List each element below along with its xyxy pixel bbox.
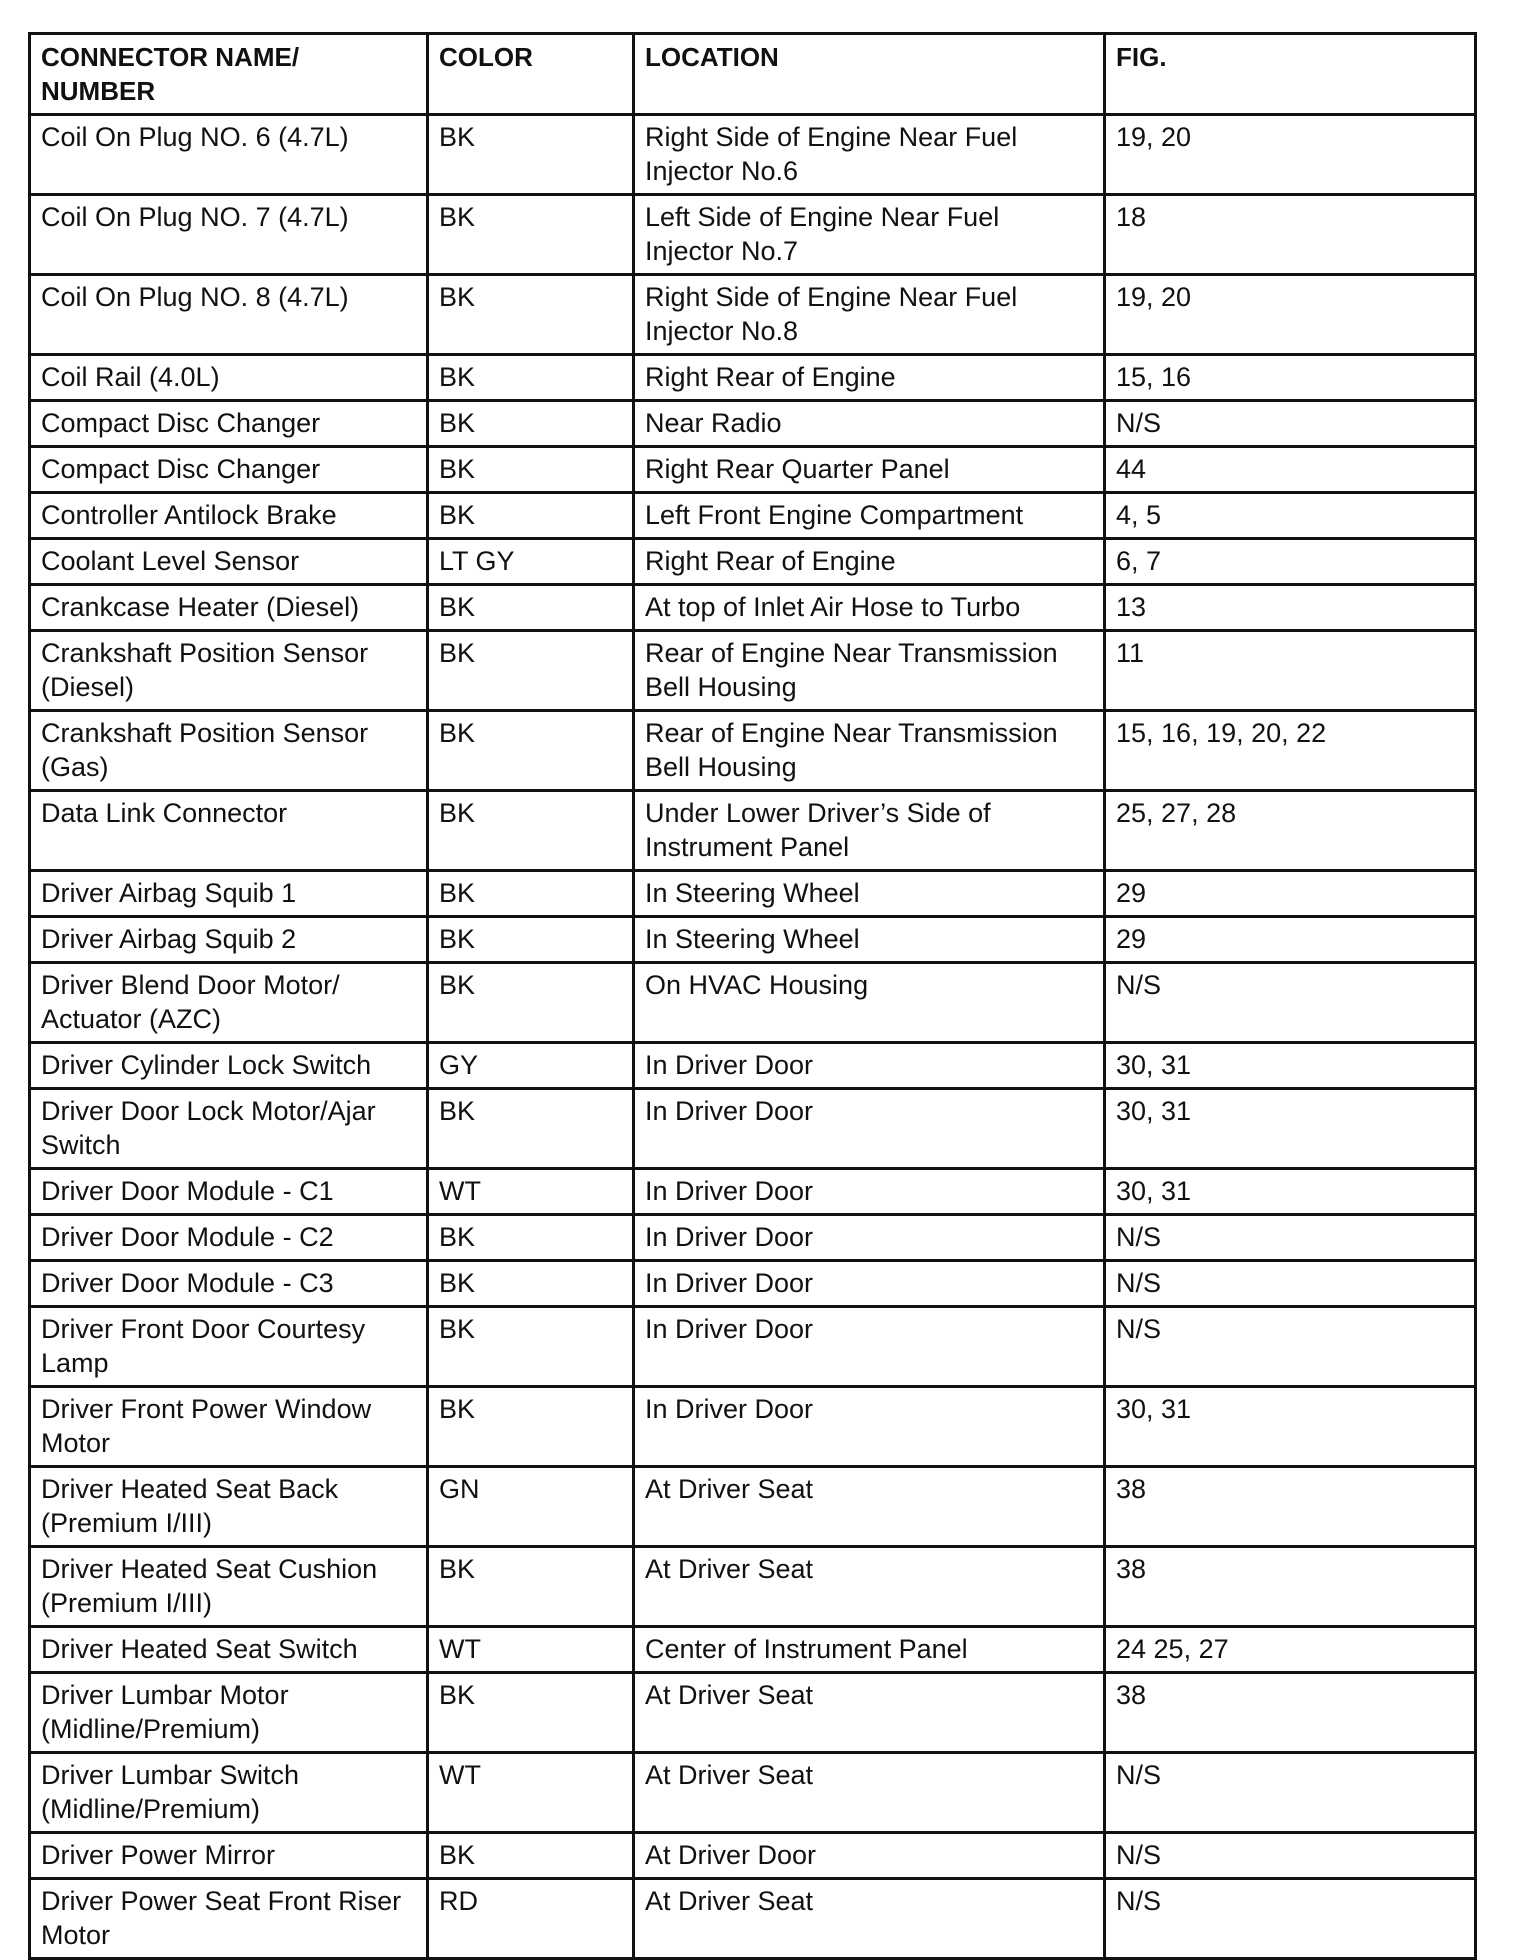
cell-connector-name: Crankshaft Position Sensor (Diesel) [30, 631, 428, 711]
cell-fig: 19, 20 [1105, 275, 1476, 355]
cell-fig: 30, 31 [1105, 1387, 1476, 1467]
cell-fig: 38 [1105, 1673, 1476, 1753]
cell-connector-name: Controller Antilock Brake [30, 493, 428, 539]
cell-location: At Driver Seat [634, 1467, 1105, 1547]
cell-color: BK [428, 1673, 634, 1753]
cell-location: Left Front Engine Compartment [634, 493, 1105, 539]
cell-location: In Driver Door [634, 1043, 1105, 1089]
cell-location: At top of Inlet Air Hose to Turbo [634, 585, 1105, 631]
cell-color: WT [428, 1753, 634, 1833]
cell-connector-name: Driver Lumbar Switch (Midline/Premium) [30, 1753, 428, 1833]
cell-fig: 38 [1105, 1467, 1476, 1547]
header-connector-name: CONNECTOR NAME/ NUMBER [30, 34, 428, 115]
cell-location: Left Side of Engine Near Fuel Injector No.7 [634, 195, 1105, 275]
cell-connector-name: Driver Door Module - C1 [30, 1169, 428, 1215]
cell-connector-name: Coil On Plug NO. 8 (4.7L) [30, 275, 428, 355]
cell-color: BK [428, 1387, 634, 1467]
cell-connector-name: Compact Disc Changer [30, 447, 428, 493]
cell-fig: N/S [1105, 1753, 1476, 1833]
cell-connector-name: Data Link Connector [30, 791, 428, 871]
cell-color: BK [428, 275, 634, 355]
table-row [30, 1627, 1476, 1673]
cell-fig: 30, 31 [1105, 1043, 1476, 1089]
cell-color: BK [428, 871, 634, 917]
cell-fig: 30, 31 [1105, 1169, 1476, 1215]
cell-location: In Driver Door [634, 1261, 1105, 1307]
table-row [30, 963, 1476, 1043]
cell-location: Right Rear Quarter Panel [634, 447, 1105, 493]
table-row [30, 631, 1476, 711]
cell-fig: 13 [1105, 585, 1476, 631]
table-body [30, 115, 1476, 1959]
table-row [30, 401, 1476, 447]
cell-connector-name: Compact Disc Changer [30, 401, 428, 447]
cell-fig: N/S [1105, 401, 1476, 447]
cell-color: BK [428, 1215, 634, 1261]
cell-location: Right Side of Engine Near Fuel Injector No.6 [634, 115, 1105, 195]
table-row [30, 871, 1476, 917]
cell-fig: 15, 16, 19, 20, 22 [1105, 711, 1476, 791]
cell-color: BK [428, 585, 634, 631]
cell-connector-name: Driver Door Module - C3 [30, 1261, 428, 1307]
cell-location: In Driver Door [634, 1169, 1105, 1215]
cell-location: Right Rear of Engine [634, 355, 1105, 401]
cell-location: In Steering Wheel [634, 917, 1105, 963]
cell-connector-name: Driver Cylinder Lock Switch [30, 1043, 428, 1089]
cell-location: Right Side of Engine Near Fuel Injector No.8 [634, 275, 1105, 355]
cell-connector-name: Driver Power Mirror [30, 1833, 428, 1879]
cell-connector-name: Crankcase Heater (Diesel) [30, 585, 428, 631]
cell-color: GN [428, 1467, 634, 1547]
cell-fig: 38 [1105, 1547, 1476, 1627]
table-row [30, 1833, 1476, 1879]
connector-table-page [28, 32, 1474, 1960]
cell-location: At Driver Door [634, 1833, 1105, 1879]
table-row [30, 1043, 1476, 1089]
cell-color: BK [428, 355, 634, 401]
cell-connector-name: Crankshaft Position Sensor (Gas) [30, 711, 428, 791]
cell-connector-name: Coil Rail (4.0L) [30, 355, 428, 401]
cell-location: Under Lower Driver’s Side of Instrument Panel [634, 791, 1105, 871]
cell-location: In Driver Door [634, 1089, 1105, 1169]
table-row [30, 1547, 1476, 1627]
cell-connector-name: Driver Heated Seat Back (Premium I/III) [30, 1467, 428, 1547]
cell-connector-name: Driver Lumbar Motor (Midline/Premium) [30, 1673, 428, 1753]
cell-location: At Driver Seat [634, 1547, 1105, 1627]
table-header-row [30, 34, 1476, 115]
cell-color: WT [428, 1627, 634, 1673]
table-row [30, 539, 1476, 585]
cell-location: At Driver Seat [634, 1673, 1105, 1753]
cell-color: BK [428, 447, 634, 493]
cell-fig: N/S [1105, 1307, 1476, 1387]
cell-location: In Driver Door [634, 1215, 1105, 1261]
cell-connector-name: Driver Airbag Squib 2 [30, 917, 428, 963]
header-color: COLOR [428, 34, 634, 115]
table-row [30, 1215, 1476, 1261]
cell-color: BK [428, 401, 634, 447]
cell-color: BK [428, 195, 634, 275]
cell-connector-name: Coolant Level Sensor [30, 539, 428, 585]
cell-connector-name: Driver Heated Seat Cushion (Premium I/III) [30, 1547, 428, 1627]
cell-color: GY [428, 1043, 634, 1089]
cell-connector-name: Coil On Plug NO. 6 (4.7L) [30, 115, 428, 195]
cell-location: At Driver Seat [634, 1753, 1105, 1833]
header-location: LOCATION [634, 34, 1105, 115]
cell-color: LT GY [428, 539, 634, 585]
table-row [30, 1673, 1476, 1753]
cell-connector-name: Driver Front Door Courtesy Lamp [30, 1307, 428, 1387]
cell-fig: N/S [1105, 1215, 1476, 1261]
cell-color: BK [428, 1089, 634, 1169]
cell-color: BK [428, 791, 634, 871]
cell-location: At Driver Seat [634, 1879, 1105, 1959]
cell-fig: 29 [1105, 917, 1476, 963]
cell-location: Near Radio [634, 401, 1105, 447]
cell-location: Rear of Engine Near Transmission Bell Housing [634, 711, 1105, 791]
cell-fig: 15, 16 [1105, 355, 1476, 401]
cell-connector-name: Driver Power Seat Front Riser Motor [30, 1879, 428, 1959]
cell-fig: 6, 7 [1105, 539, 1476, 585]
table-row [30, 1387, 1476, 1467]
table-row [30, 275, 1476, 355]
table-row [30, 791, 1476, 871]
cell-color: BK [428, 115, 634, 195]
cell-fig: 44 [1105, 447, 1476, 493]
cell-color: BK [428, 917, 634, 963]
cell-fig: N/S [1105, 1833, 1476, 1879]
cell-connector-name: Driver Blend Door Motor/ Actuator (AZC) [30, 963, 428, 1043]
cell-fig: N/S [1105, 963, 1476, 1043]
table-row [30, 447, 1476, 493]
cell-fig: 19, 20 [1105, 115, 1476, 195]
cell-fig: 24 25, 27 [1105, 1627, 1476, 1673]
cell-color: BK [428, 631, 634, 711]
cell-color: BK [428, 1833, 634, 1879]
cell-connector-name: Driver Front Power Window Motor [30, 1387, 428, 1467]
table-row [30, 585, 1476, 631]
cell-location: On HVAC Housing [634, 963, 1105, 1043]
cell-color: BK [428, 711, 634, 791]
cell-fig: 4, 5 [1105, 493, 1476, 539]
table-row [30, 1879, 1476, 1959]
cell-color: BK [428, 1307, 634, 1387]
table-row [30, 195, 1476, 275]
cell-fig: N/S [1105, 1879, 1476, 1959]
cell-color: BK [428, 1261, 634, 1307]
cell-connector-name: Driver Heated Seat Switch [30, 1627, 428, 1673]
cell-color: BK [428, 963, 634, 1043]
cell-fig: 18 [1105, 195, 1476, 275]
table-row [30, 1307, 1476, 1387]
cell-location: Rear of Engine Near Transmission Bell Housing [634, 631, 1105, 711]
table-row [30, 115, 1476, 195]
cell-location: In Driver Door [634, 1307, 1105, 1387]
cell-fig: 29 [1105, 871, 1476, 917]
cell-color: WT [428, 1169, 634, 1215]
header-fig: FIG. [1105, 34, 1476, 115]
table-row [30, 355, 1476, 401]
table-row [30, 1467, 1476, 1547]
table-row [30, 1169, 1476, 1215]
cell-location: Right Rear of Engine [634, 539, 1105, 585]
cell-fig: 25, 27, 28 [1105, 791, 1476, 871]
cell-location: In Driver Door [634, 1387, 1105, 1467]
cell-fig: N/S [1105, 1261, 1476, 1307]
table-row [30, 1261, 1476, 1307]
cell-location: Center of Instrument Panel [634, 1627, 1105, 1673]
cell-connector-name: Driver Airbag Squib 1 [30, 871, 428, 917]
cell-color: BK [428, 493, 634, 539]
table-row [30, 917, 1476, 963]
cell-location: In Steering Wheel [634, 871, 1105, 917]
table-row [30, 1753, 1476, 1833]
cell-connector-name: Driver Door Lock Motor/Ajar Switch [30, 1089, 428, 1169]
cell-connector-name: Coil On Plug NO. 7 (4.7L) [30, 195, 428, 275]
cell-fig: 11 [1105, 631, 1476, 711]
table-row [30, 1089, 1476, 1169]
table-row [30, 493, 1476, 539]
table-row [30, 711, 1476, 791]
cell-fig: 30, 31 [1105, 1089, 1476, 1169]
cell-color: RD [428, 1879, 634, 1959]
cell-connector-name: Driver Door Module - C2 [30, 1215, 428, 1261]
connector-table [28, 32, 1477, 1960]
cell-color: BK [428, 1547, 634, 1627]
